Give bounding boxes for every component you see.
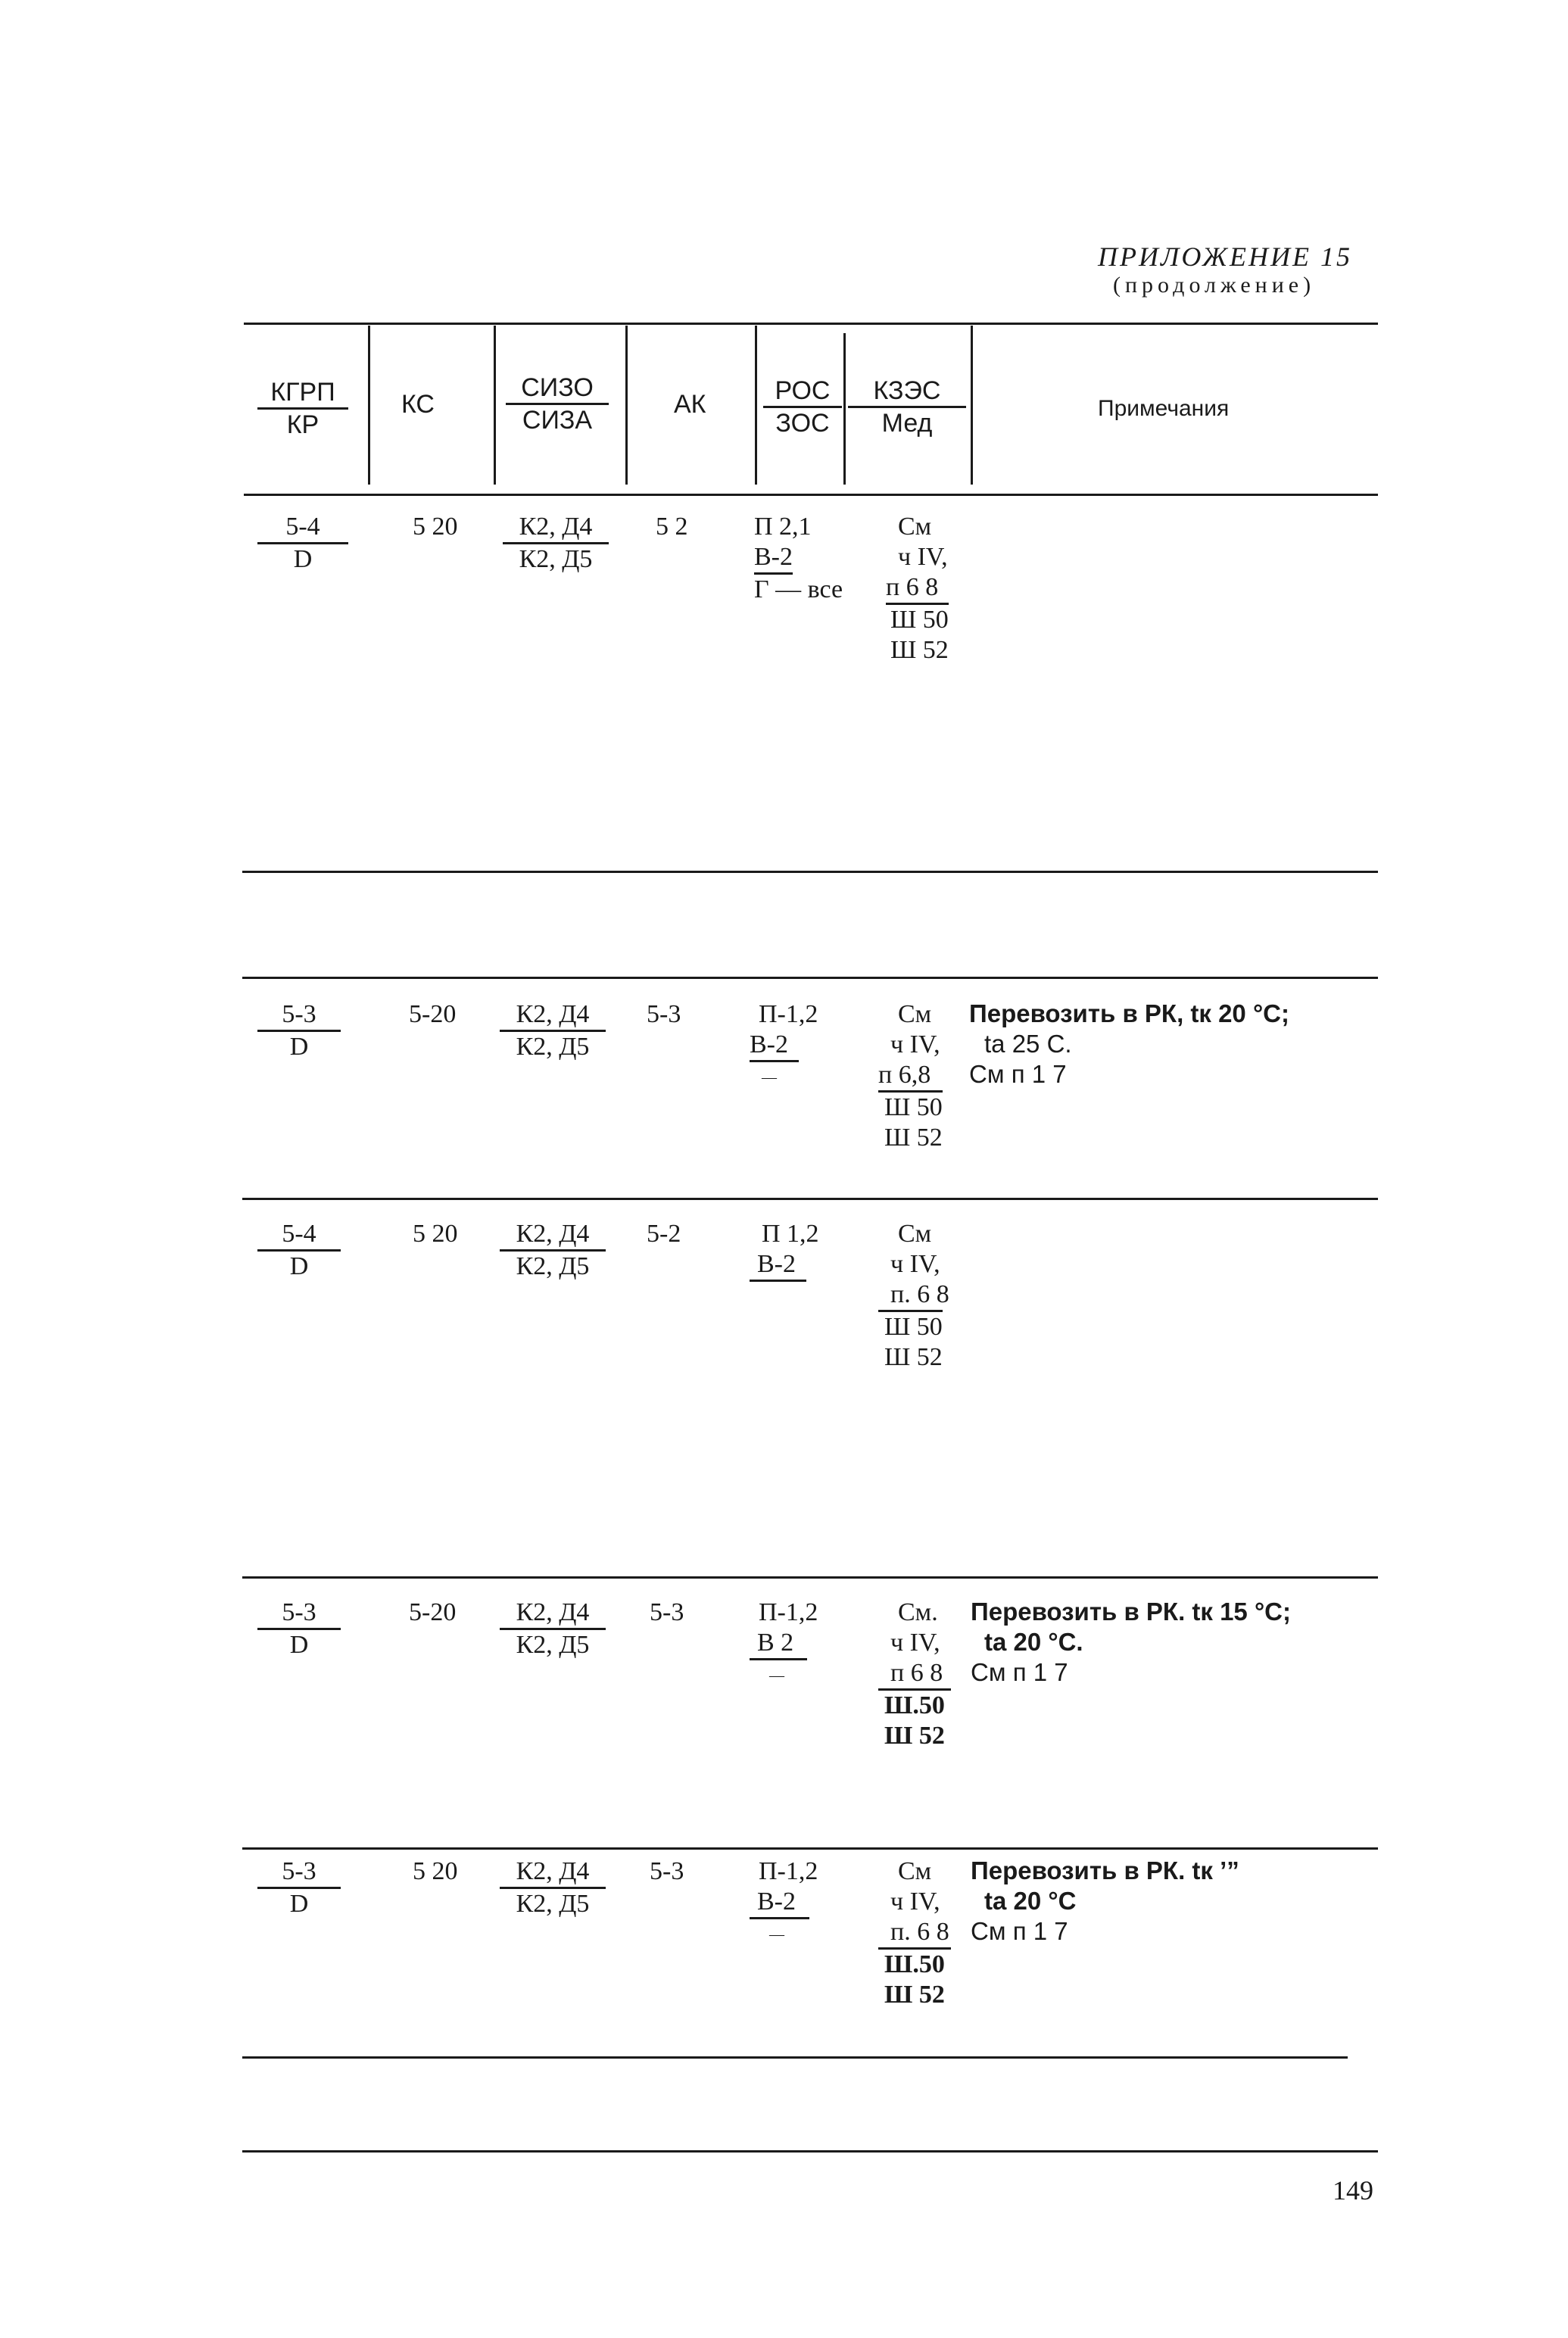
row-separator <box>242 1198 1378 1200</box>
table-row-kgrp: 5-4 D <box>257 1219 341 1282</box>
table-row-ak: 5-2 <box>647 1220 681 1248</box>
table-row-note: См п 1 7 <box>969 1060 1067 1088</box>
table-row-kgrp: 5-4 D <box>257 512 348 575</box>
table-row-note: Перевозить в РК. tк ’” <box>971 1856 1239 1884</box>
table-row-sizo: К2, Д4 К2, Д5 <box>503 512 609 575</box>
header-separator <box>971 326 973 485</box>
table-row-note: tа 20 °С <box>984 1887 1077 1915</box>
header-ros-zos: РОС ЗОС <box>763 376 842 438</box>
table-row-kzes: См ч IV, п 6,8 Ш 50 Ш 52 <box>878 1000 943 1152</box>
header-kzes-med: КЗЭС Мед <box>848 376 966 438</box>
table-row-sizo: К2, Д4 К2, Д5 <box>500 999 606 1062</box>
header-bottom-rule <box>244 494 1378 496</box>
header-notes: Примечания <box>1098 396 1230 421</box>
table-row-kzes: См. ч IV, п 6 8 Ш.50 Ш 52 <box>878 1598 951 1751</box>
appendix-subtitle: (продолжение) <box>1113 273 1316 298</box>
row-separator <box>242 2056 1348 2059</box>
header-top-rule <box>244 323 1378 325</box>
table-row-note: См п 1 7 <box>971 1917 1068 1945</box>
table-row-note: Перевозить в РК. tк 15 °С; <box>971 1598 1291 1626</box>
row-separator <box>242 1576 1378 1579</box>
table-row-sizo: К2, Д4 К2, Д5 <box>500 1856 606 1919</box>
table-row-ak: 5 2 <box>656 513 688 541</box>
header-ks: КС <box>401 390 435 419</box>
header-sizo-siza: СИЗО СИЗА <box>506 373 609 435</box>
table-row-kzes: См ч IV, п 6 8 Ш 50 Ш 52 <box>886 513 949 664</box>
header-separator <box>494 326 496 485</box>
table-row-ks: 5 20 <box>413 1857 458 1885</box>
header-ak: АК <box>674 390 706 419</box>
table-row-ks: 5 20 <box>413 513 458 541</box>
table-row-ros: П 1,2 В-2 <box>750 1219 819 1282</box>
table-row-ks: 5-20 <box>409 1598 457 1626</box>
header-separator <box>843 333 846 485</box>
row-separator <box>242 871 1378 873</box>
table-row-note: tа 20 °С. <box>984 1628 1083 1656</box>
table-row-ros: П-1,2 В 2 — <box>750 1598 818 1691</box>
table-row-kgrp: 5-3 D <box>257 999 341 1062</box>
table-row-note: См п 1 7 <box>971 1658 1068 1686</box>
table-row-kgrp: 5-3 D <box>257 1598 341 1660</box>
table-row-ak: 5-3 <box>650 1857 684 1885</box>
table-row-ks: 5-20 <box>409 1000 457 1028</box>
table-row-ros: П-1,2 В-2 — <box>750 1000 818 1086</box>
header-separator <box>368 326 370 485</box>
row-separator <box>242 977 1378 979</box>
header-separator <box>625 326 628 485</box>
table-row-ros: П 2,1 В-2 Г — все <box>754 513 843 603</box>
table-row-sizo: К2, Д4 К2, Д5 <box>500 1219 606 1282</box>
row-separator <box>242 1847 1378 1850</box>
table-row-ros: П-1,2 В-2 — <box>750 1856 818 1950</box>
table-row-note: Перевозить в РК, tк 20 °С; <box>969 999 1289 1027</box>
table-row-ak: 5-3 <box>647 1000 681 1028</box>
table-row-kzes: См ч IV, п. 6 8 Ш.50 Ш 52 <box>878 1856 951 2010</box>
header-kgrp-kr: КГРП КР <box>257 377 348 440</box>
appendix-title: ПРИЛОЖЕНИЕ 15 <box>1098 242 1352 272</box>
table-row-sizo: К2, Д4 К2, Д5 <box>500 1598 606 1660</box>
page-number: 149 <box>1333 2175 1373 2206</box>
table-row-ks: 5 20 <box>413 1220 458 1248</box>
table-row-note: tа 25 С. <box>984 1030 1072 1058</box>
table-row-kzes: См ч IV, п. 6 8 Ш 50 Ш 52 <box>878 1219 949 1373</box>
table-row-ak: 5-3 <box>650 1598 684 1626</box>
table-row-kgrp: 5-3 D <box>257 1856 341 1919</box>
header-separator <box>755 326 757 485</box>
table-bottom-rule <box>242 2150 1378 2153</box>
